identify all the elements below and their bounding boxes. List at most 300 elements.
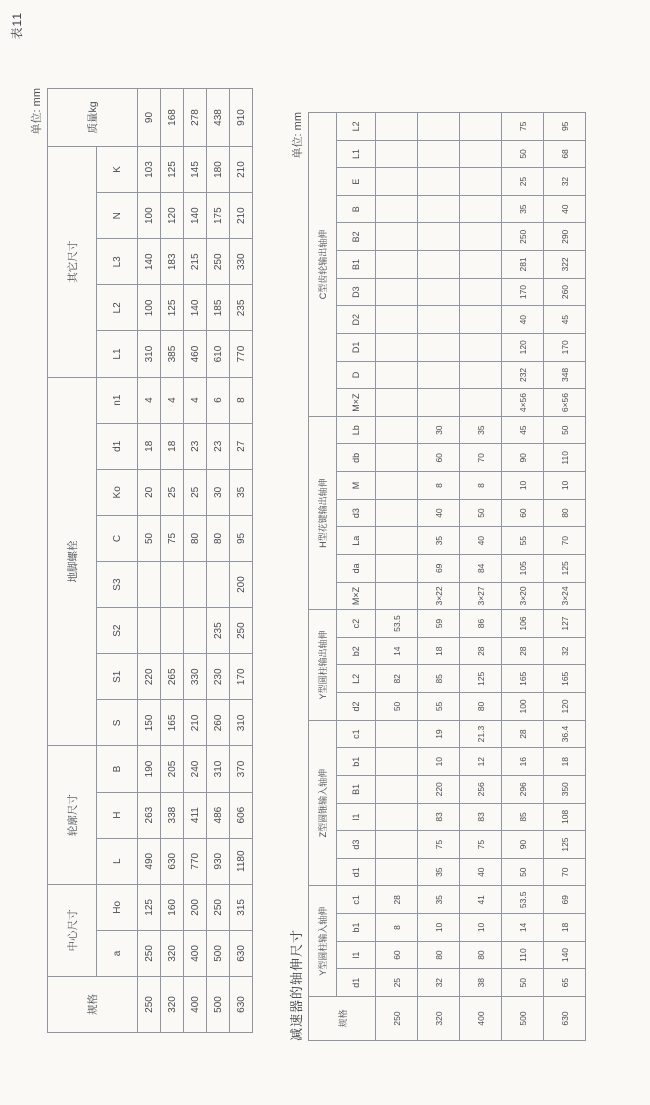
table-cell: 140 <box>184 285 207 331</box>
table-cell: 50 <box>376 693 418 721</box>
table-cell: 50 <box>502 969 544 997</box>
table-cell: 3×20 <box>502 582 544 610</box>
table-cell: 606 <box>230 792 253 838</box>
column-header: E <box>337 168 376 196</box>
table-cell: 210 <box>230 193 253 239</box>
spec-cell: 630 <box>544 997 586 1041</box>
table-cell: 10 <box>502 472 544 500</box>
table-cell <box>376 195 418 223</box>
table-cell: 69 <box>418 555 460 583</box>
table-cell: 315 <box>230 884 253 930</box>
column-header: L2 <box>337 665 376 693</box>
table-cell <box>460 389 502 417</box>
table-cell: 41 <box>460 886 502 914</box>
column-header: M×Z <box>337 389 376 417</box>
table-cell <box>376 776 418 804</box>
column-header: H <box>97 792 138 838</box>
table-cell: 190 <box>138 746 161 792</box>
table-cell: 50 <box>544 416 586 444</box>
column-header: db <box>337 444 376 472</box>
column-header: l1 <box>337 803 376 831</box>
mass-cell: 168 <box>161 89 184 147</box>
shaft-extension-table <box>308 112 586 1041</box>
table-cell: 322 <box>544 251 586 279</box>
table-cell: 338 <box>161 792 184 838</box>
table-cell <box>376 306 418 334</box>
table-cell: 310 <box>207 746 230 792</box>
overall-dimensions-table <box>47 88 253 1033</box>
table-cell: 500 <box>207 930 230 976</box>
table-cell: 165 <box>502 665 544 693</box>
table-cell: 125 <box>161 285 184 331</box>
table-cell: 10 <box>544 472 586 500</box>
table-cell: 486 <box>207 792 230 838</box>
table-cell: 95 <box>544 113 586 141</box>
column-header: L1 <box>97 331 138 377</box>
table-cell <box>376 389 418 417</box>
table-cell <box>418 389 460 417</box>
table-cell <box>376 831 418 859</box>
table-cell: 170 <box>230 654 253 700</box>
table-cell: 120 <box>502 334 544 362</box>
column-header: d2 <box>337 693 376 721</box>
table-cell: 490 <box>138 838 161 884</box>
column-header: D <box>337 361 376 389</box>
table-cell: 385 <box>161 331 184 377</box>
table-cell <box>460 168 502 196</box>
table-cell: 18 <box>544 748 586 776</box>
table-cell: 80 <box>184 515 207 561</box>
table-cell: 8 <box>376 914 418 942</box>
mass-cell: 90 <box>138 89 161 147</box>
table-cell: 40 <box>544 195 586 223</box>
table-cell: 18 <box>161 423 184 469</box>
table-cell: 175 <box>207 193 230 239</box>
column-header: c1 <box>337 886 376 914</box>
table-cell <box>376 555 418 583</box>
table-cell: 235 <box>207 608 230 654</box>
table-cell: 170 <box>502 278 544 306</box>
table-cell: 45 <box>502 416 544 444</box>
table-cell <box>184 562 207 608</box>
table-cell: 80 <box>460 693 502 721</box>
spec-cell: 400 <box>184 977 207 1033</box>
table-cell: 35 <box>230 469 253 515</box>
table-cell: 23 <box>184 423 207 469</box>
table-cell <box>376 168 418 196</box>
column-header: C <box>97 515 138 561</box>
column-header: Ko <box>97 469 138 515</box>
table-cell <box>207 562 230 608</box>
column-header: M×Z <box>337 582 376 610</box>
table-cell <box>376 416 418 444</box>
table-cell: 200 <box>184 884 207 930</box>
table-cell: 85 <box>502 803 544 831</box>
table-cell <box>460 361 502 389</box>
table1-header-line <box>28 88 44 1033</box>
table2-header-line <box>286 112 305 1041</box>
group-header: H型花键输出轴伸 <box>309 416 337 609</box>
table-cell: 21.3 <box>460 720 502 748</box>
spec-column-header: 规格 <box>48 977 138 1033</box>
table-cell: 1180 <box>230 838 253 884</box>
table-cell: 18 <box>544 914 586 942</box>
table-cell: 6 <box>207 377 230 423</box>
table-cell: 80 <box>418 941 460 969</box>
spec-cell: 500 <box>502 997 544 1041</box>
table-number-label: 表11 <box>10 12 24 40</box>
table-row <box>376 113 418 1041</box>
table-cell <box>376 113 418 141</box>
table-cell: 310 <box>138 331 161 377</box>
table-cell <box>376 334 418 362</box>
column-header: b1 <box>337 748 376 776</box>
table-cell: 310 <box>230 700 253 746</box>
sub-header-row <box>97 89 138 1033</box>
column-header: Lb <box>337 416 376 444</box>
mass-column-header: 质量kg <box>48 89 138 147</box>
table-cell <box>376 527 418 555</box>
group-header: 其它尺寸 <box>48 147 97 378</box>
table-cell: 125 <box>544 555 586 583</box>
column-header: Ho <box>97 884 138 930</box>
table-cell: 263 <box>138 792 161 838</box>
table-cell: 70 <box>544 858 586 886</box>
table-cell: 240 <box>184 746 207 792</box>
table-cell: 28 <box>460 637 502 665</box>
table-cell: 165 <box>544 665 586 693</box>
group-header: Y型圆柱输入轴伸 <box>309 886 337 997</box>
table-cell: 60 <box>376 941 418 969</box>
table-row <box>230 89 253 1033</box>
table-cell: 100 <box>138 285 161 331</box>
table-cell: 265 <box>161 654 184 700</box>
table-row <box>460 113 502 1041</box>
table-cell: 770 <box>230 331 253 377</box>
group-header: 轮廓尺寸 <box>48 746 97 884</box>
table-cell: 260 <box>207 700 230 746</box>
column-header: L2 <box>337 113 376 141</box>
table-cell: 220 <box>138 654 161 700</box>
table-cell: 16 <box>502 748 544 776</box>
table-cell: 110 <box>502 941 544 969</box>
column-header: S1 <box>97 654 138 700</box>
column-header: a <box>97 930 138 976</box>
table-cell <box>376 251 418 279</box>
table-cell: 38 <box>460 969 502 997</box>
table-row <box>138 89 161 1033</box>
table-cell: 40 <box>460 858 502 886</box>
table-cell <box>418 251 460 279</box>
table-cell <box>376 582 418 610</box>
table-cell: 25 <box>502 168 544 196</box>
table-cell: 55 <box>502 527 544 555</box>
table-cell: 125 <box>138 884 161 930</box>
mass-cell: 278 <box>184 89 207 147</box>
table-cell <box>376 803 418 831</box>
table-cell: 55 <box>418 693 460 721</box>
column-header: B1 <box>337 251 376 279</box>
table-cell: 250 <box>230 608 253 654</box>
column-header: L <box>97 838 138 884</box>
table-cell <box>418 195 460 223</box>
table-cell: 60 <box>418 444 460 472</box>
table-cell: 120 <box>161 193 184 239</box>
table1-unit-label: 单位: mm <box>31 88 43 135</box>
table-cell: 170 <box>544 334 586 362</box>
table-cell: 90 <box>502 444 544 472</box>
table-cell <box>376 223 418 251</box>
table-cell: 250 <box>207 884 230 930</box>
table-cell <box>418 361 460 389</box>
table-cell: 90 <box>502 831 544 859</box>
table-cell: 80 <box>544 499 586 527</box>
table-cell: 40 <box>418 499 460 527</box>
table-cell: 10 <box>418 914 460 942</box>
table-cell: 125 <box>544 831 586 859</box>
table-cell: 185 <box>207 285 230 331</box>
table-cell <box>418 168 460 196</box>
table-cell: 30 <box>418 416 460 444</box>
table-cell: 411 <box>184 792 207 838</box>
table-cell: 100 <box>138 193 161 239</box>
table-cell: 3×27 <box>460 582 502 610</box>
table-cell: 28 <box>502 637 544 665</box>
table-cell: 183 <box>161 239 184 285</box>
table-cell: 140 <box>138 239 161 285</box>
table-cell: 3×24 <box>544 582 586 610</box>
table-cell: 320 <box>161 930 184 976</box>
column-header: M <box>337 472 376 500</box>
table-cell: 10 <box>460 914 502 942</box>
table-cell: 281 <box>502 251 544 279</box>
overall-dimensions-table-section <box>28 88 253 1033</box>
table-cell: 350 <box>544 776 586 804</box>
column-header: b2 <box>337 637 376 665</box>
table-row <box>161 89 184 1033</box>
column-header: d3 <box>337 499 376 527</box>
group-header: 地脚螺栓 <box>48 377 97 746</box>
table-cell: 120 <box>544 693 586 721</box>
group-header-row <box>48 89 97 1033</box>
column-header: l1 <box>337 941 376 969</box>
group-header-row <box>309 113 337 1041</box>
table-cell: 75 <box>502 113 544 141</box>
table-cell: 35 <box>418 886 460 914</box>
table-cell <box>376 748 418 776</box>
table-cell: 35 <box>502 195 544 223</box>
table-cell: 70 <box>544 527 586 555</box>
table-cell: 28 <box>502 720 544 748</box>
table-cell: 930 <box>207 838 230 884</box>
table-cell <box>460 251 502 279</box>
table-cell: 215 <box>184 239 207 285</box>
table-cell: 14 <box>376 637 418 665</box>
group-header: 中心尺寸 <box>48 884 97 976</box>
column-header: D2 <box>337 306 376 334</box>
table-cell: 296 <box>502 776 544 804</box>
table-cell: 770 <box>184 838 207 884</box>
column-header: S3 <box>97 562 138 608</box>
table-cell: 100 <box>502 693 544 721</box>
table-cell: 35 <box>418 858 460 886</box>
spec-cell: 250 <box>376 997 418 1041</box>
table2-title: 减速器的轴伸尺寸 <box>289 928 304 1041</box>
column-header: L1 <box>337 140 376 168</box>
table-cell <box>418 140 460 168</box>
table-cell <box>418 278 460 306</box>
column-header: d3 <box>337 831 376 859</box>
table-cell: 36.4 <box>544 720 586 748</box>
table-cell: 27 <box>230 423 253 469</box>
table-cell: 250 <box>138 930 161 976</box>
table-cell <box>138 608 161 654</box>
table-row <box>207 89 230 1033</box>
table-cell: 210 <box>184 700 207 746</box>
table-cell: 230 <box>207 654 230 700</box>
table-cell: 150 <box>138 700 161 746</box>
table-cell <box>460 334 502 362</box>
column-header: da <box>337 555 376 583</box>
table-cell: 60 <box>502 499 544 527</box>
table-cell: 25 <box>376 969 418 997</box>
table-cell: 68 <box>544 140 586 168</box>
table-cell: 70 <box>460 444 502 472</box>
table-cell: 82 <box>376 665 418 693</box>
table-cell: 35 <box>460 416 502 444</box>
column-header: N <box>97 193 138 239</box>
table-cell: 210 <box>230 147 253 193</box>
table-cell: 32 <box>544 168 586 196</box>
table-cell <box>376 140 418 168</box>
mass-cell: 438 <box>207 89 230 147</box>
table-cell: 108 <box>544 803 586 831</box>
table-cell: 348 <box>544 361 586 389</box>
column-header: b1 <box>337 914 376 942</box>
table-cell: 140 <box>544 941 586 969</box>
column-header: d1 <box>337 858 376 886</box>
table-cell: 19 <box>418 720 460 748</box>
group-header: Z型圆锥输入轴伸 <box>309 720 337 886</box>
spec-cell: 630 <box>230 977 253 1033</box>
table-cell <box>376 444 418 472</box>
column-header: L2 <box>97 285 138 331</box>
table-cell <box>376 858 418 886</box>
group-header: C型齿轮输出轴伸 <box>309 113 337 417</box>
column-header: B <box>97 746 138 792</box>
column-header: B1 <box>337 776 376 804</box>
table-cell <box>138 562 161 608</box>
table-cell: 59 <box>418 610 460 638</box>
table-row <box>544 113 586 1041</box>
column-header: d1 <box>97 423 138 469</box>
table-cell: 370 <box>230 746 253 792</box>
table-cell <box>460 113 502 141</box>
table-cell: 75 <box>418 831 460 859</box>
table-cell: 290 <box>544 223 586 251</box>
column-header: L3 <box>97 239 138 285</box>
table-cell: 160 <box>161 884 184 930</box>
column-header: La <box>337 527 376 555</box>
table-cell: 83 <box>460 803 502 831</box>
table-row <box>418 113 460 1041</box>
table-cell: 180 <box>207 147 230 193</box>
table-cell <box>460 195 502 223</box>
table-cell <box>161 608 184 654</box>
table-cell: 330 <box>230 239 253 285</box>
table-cell: 4 <box>138 377 161 423</box>
table-cell: 103 <box>138 147 161 193</box>
table-row <box>184 89 207 1033</box>
table-cell: 8 <box>418 472 460 500</box>
table-cell: 18 <box>418 637 460 665</box>
column-header: D1 <box>337 334 376 362</box>
table-cell: 86 <box>460 610 502 638</box>
table-cell: 610 <box>207 331 230 377</box>
table-cell: 20 <box>138 469 161 515</box>
mass-cell: 910 <box>230 89 253 147</box>
table-cell: 75 <box>460 831 502 859</box>
column-header: B <box>337 195 376 223</box>
table-cell: 53.5 <box>376 610 418 638</box>
column-header: D3 <box>337 278 376 306</box>
table-cell: 125 <box>460 665 502 693</box>
table-cell: 69 <box>544 886 586 914</box>
table-cell: 45 <box>544 306 586 334</box>
table-cell: 330 <box>184 654 207 700</box>
column-header: B2 <box>337 223 376 251</box>
table-cell <box>161 562 184 608</box>
table-cell: 40 <box>460 527 502 555</box>
table-cell: 220 <box>418 776 460 804</box>
table-cell: 630 <box>161 838 184 884</box>
table-cell: 250 <box>502 223 544 251</box>
table-row <box>502 113 544 1041</box>
table-cell: 400 <box>184 930 207 976</box>
table-cell: 127 <box>544 610 586 638</box>
table-cell: 200 <box>230 562 253 608</box>
table-cell: 145 <box>184 147 207 193</box>
column-header: c1 <box>337 720 376 748</box>
table-cell: 65 <box>544 969 586 997</box>
spec-cell: 500 <box>207 977 230 1033</box>
table-cell <box>418 223 460 251</box>
table-cell: 95 <box>230 515 253 561</box>
table-cell: 250 <box>207 239 230 285</box>
table-cell: 80 <box>460 941 502 969</box>
table-cell: 85 <box>418 665 460 693</box>
table-cell: 106 <box>502 610 544 638</box>
table-cell: 50 <box>138 515 161 561</box>
table-cell: 75 <box>161 515 184 561</box>
table-cell: 53.5 <box>502 886 544 914</box>
table-cell <box>376 278 418 306</box>
table-cell: 232 <box>502 361 544 389</box>
table-cell <box>376 361 418 389</box>
table-cell: 256 <box>460 776 502 804</box>
table-cell: 25 <box>161 469 184 515</box>
table-cell: 140 <box>184 193 207 239</box>
table-cell: 23 <box>207 423 230 469</box>
column-header: S2 <box>97 608 138 654</box>
table-cell: 105 <box>502 555 544 583</box>
table-cell: 50 <box>460 499 502 527</box>
column-header: c2 <box>337 610 376 638</box>
table-cell: 460 <box>184 331 207 377</box>
table-cell: 32 <box>544 637 586 665</box>
table-cell: 14 <box>502 914 544 942</box>
table-cell: 30 <box>207 469 230 515</box>
